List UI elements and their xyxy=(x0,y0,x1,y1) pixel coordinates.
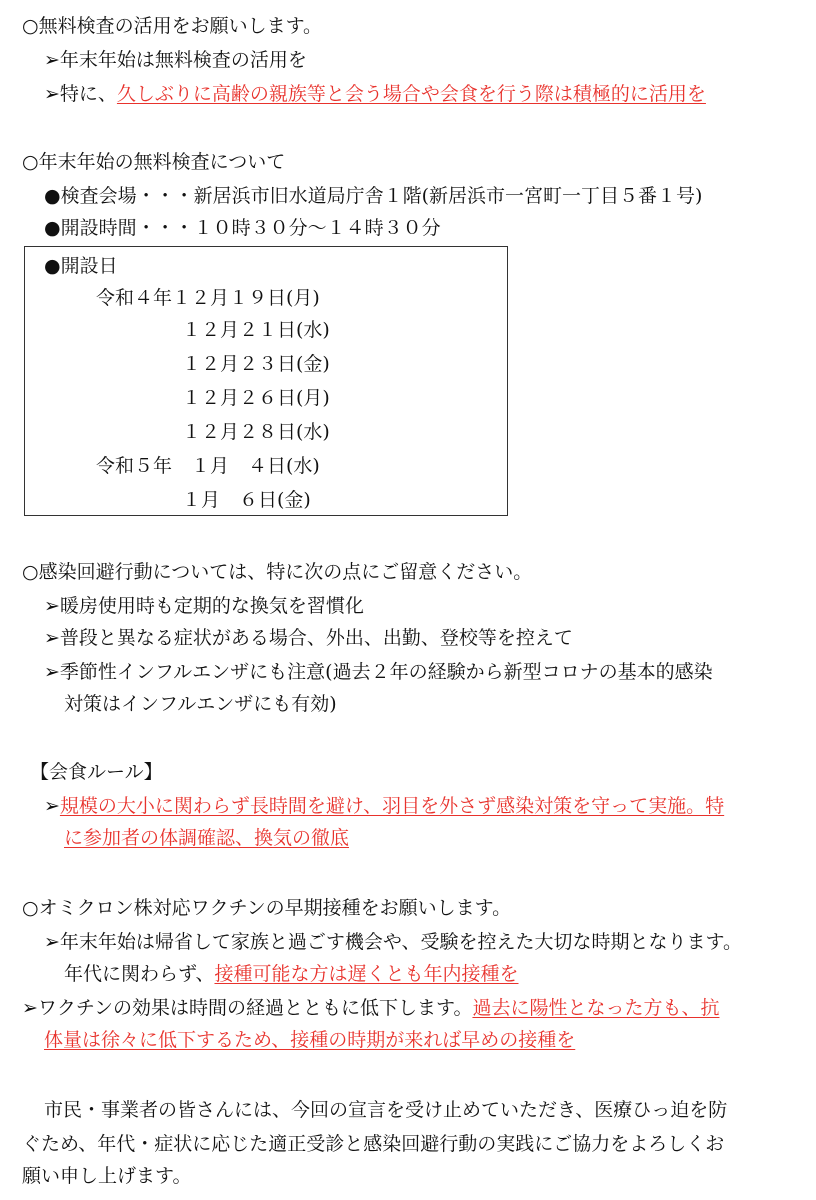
section5-line3 xyxy=(22,996,719,1022)
dining-rules-line2 xyxy=(64,826,349,852)
section2-heading: ○年末年始の無料検査について xyxy=(22,151,286,173)
open-day: １２月２１日(水) xyxy=(182,319,330,341)
section5-heading: ○オミクロン株対応ワクチンの早期接種をお願いします。 xyxy=(22,897,512,919)
open-day: １２月２３日(金) xyxy=(182,353,330,375)
section5-line2-prefix: 年代に関わらず、 xyxy=(64,963,215,985)
open-day: 令和４年１２月１９日(月) xyxy=(96,287,320,309)
section3-line1: ➢暖房使用時も定期的な換気を習慣化 xyxy=(44,595,364,617)
venue-line: ●検査会場・・・新居浜市旧水道局庁舎１階(新居浜市一宮町一丁目５番１号) xyxy=(44,185,703,207)
dining-rules-highlight: 規模の大小に関わらず長時間を避け、羽目を外さず感染対策を守って実施。特 xyxy=(59,795,725,817)
open-day: 令和５年 １月 ４日(水) xyxy=(96,455,320,477)
dining-rules-line1 xyxy=(44,794,724,820)
section3-line3: ➢季節性インフルエンザにも注意(過去２年の経験から新型コロナの基本的感染 xyxy=(44,661,713,683)
open-days-label: ●開設日 xyxy=(44,255,118,277)
open-day: １２月２６日(月) xyxy=(182,387,330,409)
closing-line2: ぐため、年代・症状に応じた適正受診と感染回避行動の実践にご協力をよろしくお xyxy=(22,1133,725,1155)
section3-heading: ○感染回避行動については、特に次の点にご留意ください。 xyxy=(22,561,533,583)
section5-line4 xyxy=(44,1028,575,1054)
section1-line2-prefix: ➢特に、 xyxy=(44,83,117,105)
section1-line1: ➢年末年始は無料検査の活用を xyxy=(44,49,307,71)
section5-line3-prefix: ➢ワクチンの効果は時間の経過とともに低下します。 xyxy=(22,997,473,1019)
arrow-bullet: ➢ xyxy=(44,795,60,817)
closing-line3: 願い申し上げます。 xyxy=(22,1165,192,1187)
section1-line2 xyxy=(44,82,706,108)
section5-line1: ➢年末年始は帰省して家族と過ごす機会や、受験を控えた大切な時期となります。 xyxy=(44,931,743,953)
hours-line: ●開設時間・・・１０時３０分〜１４時３０分 xyxy=(44,217,441,239)
section3-line2: ➢普段と異なる症状がある場合、外出、出勤、登校等を控えて xyxy=(44,627,573,649)
section5-line2-highlight: 接種可能な方は遅くとも年内接種を xyxy=(214,963,519,985)
section5-line4-highlight: 体量は徐々に低下するため、接種の時期が来れば早めの接種を xyxy=(44,1029,576,1051)
closing-line1: 市民・事業者の皆さんには、今回の宣言を受け止めていただき、医療ひっ迫を防 xyxy=(44,1099,728,1121)
section1-line2-highlight: 久しぶりに高齢の親族等と会う場合や会食を行う際は積極的に活用を xyxy=(116,83,706,105)
open-day: １月 ６日(金) xyxy=(182,489,311,511)
dining-rules-heading: 【会食ルール】 xyxy=(30,761,163,783)
section5-line2 xyxy=(64,962,519,988)
section5-line3-highlight: 過去に陽性となった方も、抗 xyxy=(472,997,720,1019)
dining-rules-highlight: に参加者の体調確認、換気の徹底 xyxy=(64,827,350,849)
open-day: １２月２８日(水) xyxy=(182,421,330,443)
section3-line3-cont: 対策はインフルエンザにも有効) xyxy=(64,693,337,715)
section1-heading: ○無料検査の活用をお願いします。 xyxy=(22,15,323,37)
